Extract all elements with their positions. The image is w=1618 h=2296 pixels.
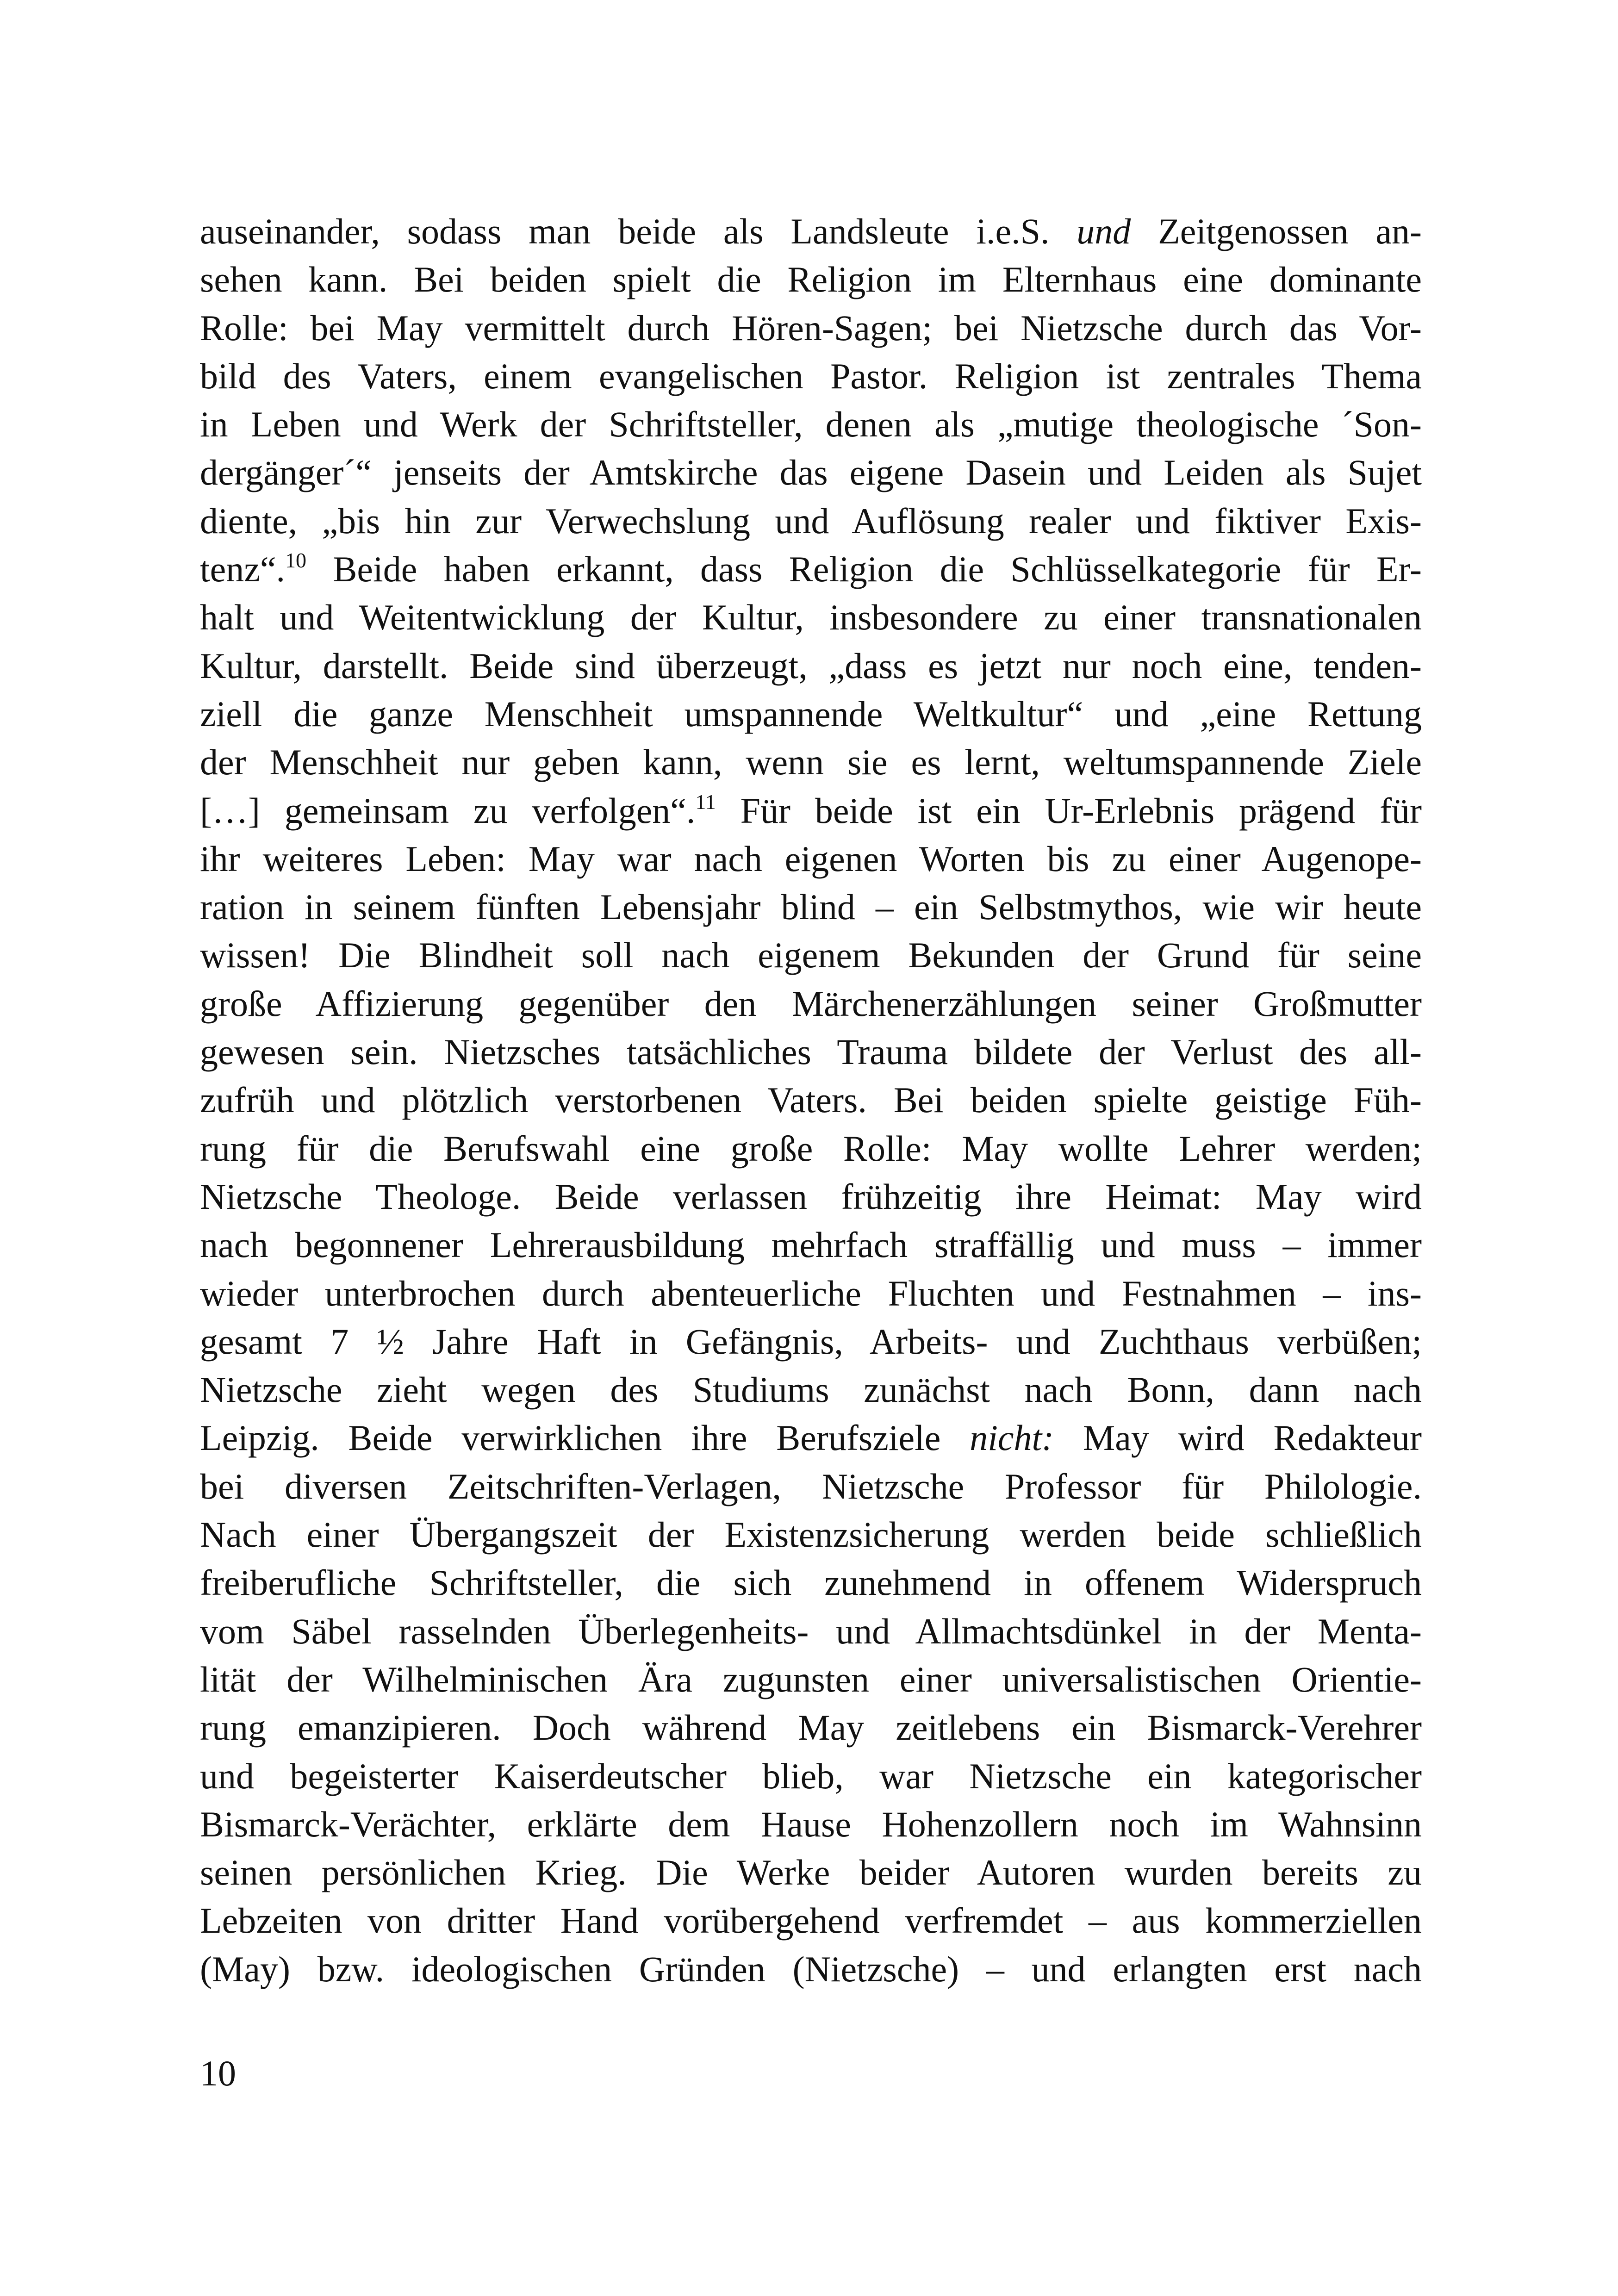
footnote-marker: 10 — [285, 548, 307, 572]
text-run: seinen persönlichen Krieg. Die Werke beider Autoren wurden bereits zu — [200, 1852, 1422, 1893]
text-run: halt und Weitentwicklung der Kultur, insbesondere zu einer transnationalen — [200, 597, 1422, 638]
emphasis: nicht: — [970, 1418, 1054, 1458]
text-line — [200, 1848, 1422, 1897]
text-run: Nietzsche zieht wegen des Studiums zunächst nach Bonn, dann nach — [200, 1369, 1422, 1410]
text-run: rung emanzipieren. Doch während May zeitlebens ein Bismarck-Verehrer — [200, 1707, 1422, 1748]
text-line — [200, 352, 1422, 400]
text-line — [200, 690, 1422, 738]
text-run: tenz“. — [200, 549, 286, 590]
text-run: nach begonnener Lehrerausbildung mehrfach straffällig und muss – immer — [200, 1225, 1422, 1265]
text-run: gewesen sein. Nietzsches tatsächliches Trauma bildete der Verlust des all- — [200, 1032, 1422, 1072]
text-run: Lebzeiten von dritter Hand vorübergehend verfremdet – aus kommerziellen — [200, 1900, 1422, 1941]
text-line — [200, 1752, 1422, 1800]
text-line — [200, 1559, 1422, 1607]
text-run: Nietzsche Theologe. Beide verlassen frühzeitig ihre Heimat: May wird — [200, 1176, 1422, 1217]
page-number: 10 — [200, 2053, 236, 2093]
text-run: vom Säbel rasselnden Überlegenheits- und Allmachtsdünkel in der Menta- — [200, 1611, 1422, 1651]
text-line — [200, 448, 1422, 497]
text-line — [200, 593, 1422, 641]
text-line — [200, 835, 1422, 883]
text-run: ration in seinem fünften Lebensjahr blind – ein Selbstmythos, wie wir heute — [200, 887, 1422, 927]
text-line — [200, 1462, 1422, 1511]
text-run: Kultur, darstellt. Beide sind überzeugt, „dass es jetzt nur noch eine, tenden- — [200, 645, 1422, 686]
text-line — [200, 931, 1422, 979]
text-line — [200, 1221, 1422, 1269]
text-run: zufrüh und plötzlich verstorbenen Vaters. Bei beiden spielte geistige Füh- — [200, 1080, 1422, 1120]
body-text — [200, 207, 1422, 1993]
text-line — [200, 304, 1422, 352]
text-run: wissen! Die Blindheit soll nach eigenem Bekunden der Grund für seine — [200, 935, 1422, 976]
text-run: Beide haben erkannt, dass Religion die Schlüsselkategorie für Er- — [306, 549, 1422, 590]
text-run: rung für die Berufswahl eine große Rolle: May wollte Lehrer werden; — [200, 1128, 1422, 1169]
text-run: ihr weiteres Leben: May war nach eigenen Worten bis zu einer Augenope- — [200, 838, 1422, 879]
text-run: Bismarck-Verächter, erklärte dem Hause Hohenzollern noch im Wahnsinn — [200, 1804, 1422, 1844]
text-line — [200, 1655, 1422, 1704]
text-run: diente, „bis hin zur Verwechslung und Auflösung realer und fiktiver Exis- — [200, 500, 1422, 541]
text-line — [200, 1076, 1422, 1124]
text-run: May wird Redakteur — [1054, 1418, 1422, 1458]
text-line — [200, 1269, 1422, 1318]
text-line — [200, 1414, 1422, 1462]
text-run: dergänger´“ jenseits der Amtskirche das eigene Dasein und Leiden als Sujet — [200, 452, 1422, 493]
text-run: und begeisterter Kaiserdeutscher blieb, war Nietzsche ein kategorischer — [200, 1755, 1422, 1796]
text-line — [200, 1125, 1422, 1173]
text-run: Zeitgenossen an- — [1131, 211, 1422, 251]
text-run: bei diversen Zeitschriften-Verlagen, Nietzsche Professor für Philologie. — [200, 1466, 1422, 1506]
text-line — [200, 738, 1422, 786]
text-run: in Leben und Werk der Schriftsteller, denen als „mutige theologische ´Son- — [200, 404, 1422, 445]
text-run: gesamt 7 ½ Jahre Haft in Gefängnis, Arbeits- und Zuchthaus verbüßen; — [200, 1321, 1422, 1362]
text-run: sehen kann. Bei beiden spielt die Religion im Elternhaus eine dominante — [200, 259, 1422, 300]
text-run: wieder unterbrochen durch abenteuerliche Fluchten und Festnahmen – ins- — [200, 1273, 1422, 1313]
text-run: lität der Wilhelminischen Ära zugunsten einer universalistischen Orientie- — [200, 1659, 1422, 1699]
text-line — [200, 1897, 1422, 1945]
text-line — [200, 255, 1422, 304]
text-run: große Affizierung gegenüber den Märchenerzählungen seiner Großmutter — [200, 983, 1422, 1024]
text-run: Leipzig. Beide verwirklichen ihre Berufsziele — [200, 1418, 970, 1458]
text-line — [200, 400, 1422, 448]
text-line — [200, 545, 1422, 593]
text-line — [200, 1318, 1422, 1366]
text-run: Für beide ist ein Ur-Erlebnis prägend für — [716, 790, 1422, 831]
text-line — [200, 1800, 1422, 1848]
text-line — [200, 1028, 1422, 1076]
text-run: ziell die ganze Menschheit umspannende Weltkultur“ und „eine Rettung — [200, 693, 1422, 734]
text-run: […] gemeinsam zu verfolgen“. — [200, 790, 696, 831]
text-run: der Menschheit nur geben kann, wenn sie es lernt, weltumspannende Ziele — [200, 742, 1422, 783]
text-line — [200, 980, 1422, 1028]
text-line — [200, 207, 1422, 255]
text-line — [200, 787, 1422, 835]
text-run: bild des Vaters, einem evangelischen Pastor. Religion ist zentrales Thema — [200, 355, 1422, 396]
text-line — [200, 1945, 1422, 1993]
text-run: (May) bzw. ideologischen Gründen (Nietzsche) – und erlangten erst nach — [200, 1948, 1422, 1989]
text-run: freiberufliche Schriftsteller, die sich zunehmend in offenem Widerspruch — [200, 1562, 1422, 1603]
text-line — [200, 1173, 1422, 1221]
emphasis: und — [1077, 211, 1131, 251]
text-run: auseinander, sodass man beide als Landsleute i.e.S. — [200, 211, 1077, 251]
text-line — [200, 1607, 1422, 1655]
text-line — [200, 642, 1422, 690]
text-line — [200, 1511, 1422, 1559]
text-run: Rolle: bei May vermittelt durch Hören-Sagen; bei Nietzsche durch das Vor- — [200, 307, 1422, 348]
text-line — [200, 1366, 1422, 1414]
text-line — [200, 883, 1422, 931]
text-run: Nach einer Übergangszeit der Existenzsicherung werden beide schließlich — [200, 1514, 1422, 1555]
text-line — [200, 1704, 1422, 1752]
footnote-marker: 11 — [695, 790, 716, 814]
text-line — [200, 497, 1422, 545]
